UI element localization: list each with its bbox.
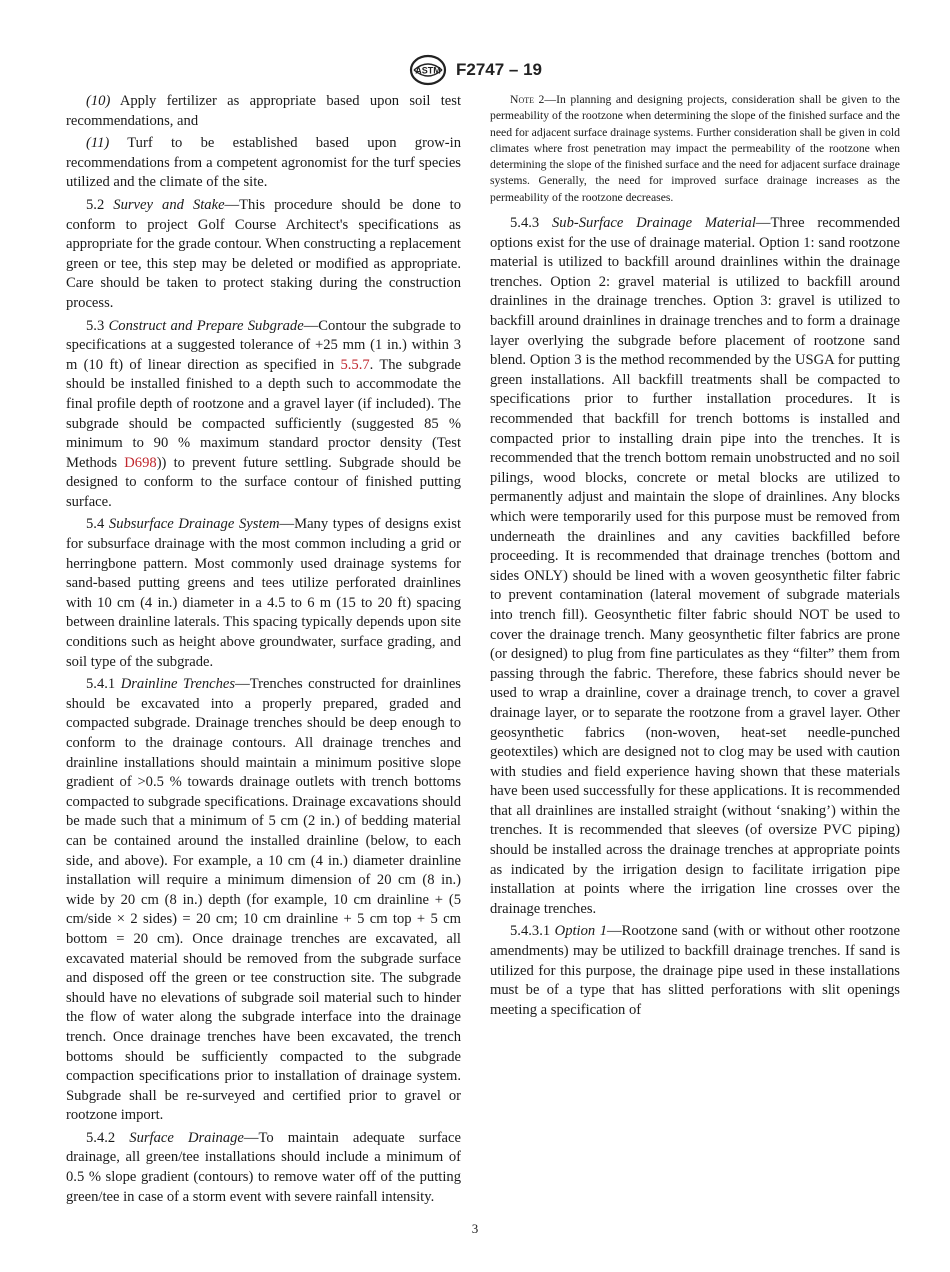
section-5-4-3: 5.4.3 Sub-Surface Drainage Material—Three recommended options exist for the use of drainage material. Option 1: sand rootzone material is utilized to backfill around drainlines within the drainage trenches. Option 2: gravel material is utilized to backfill around drainlines in the drainage trenches. Option 3: gravel is utilized to backfill around drainlines in drainage trenches and to form a drainage layer overlying the subgrade before placement of rootzone sand blend. Option 3 is the method recommended by the USGA for putting green installations. All backfill treatments shall be compacted to specifications prior to further installation procedures. It is recommended that backfill for trench bottoms is installed and compacted prior to installing drain pipe into the trenches. It is recommended that the trench bottom remain unobstructed and no soil pilings, wood blocks, concrete or metal blocks are utilized to permanently adjust and maintain the slope of drainlines. Any blocks which were temporarily used for this purpose must be removed from underneath the drainlines and any cavities backfilled before proceeding. It is recommended that drainage trenches (bottom and sides ONLY) should be lined with a woven geosynthetic filter fabric to prevent contamination (lateral movement of subgrade materials into trench fill). Geosynthetic filter fabric should NOT be used to cover the drainage trench. Many geosynthetic filter fabrics are prone (or designed) to plug from fine particulates as they “filter” them from passing through the fabric. Therefore, these fabrics should never be used to wrap a drainline, cover a drainage trench, to cover a gravel drainage layer, or to separate the rootzone from a gravel layer. Other geosynthetic fabrics (non-woven, heat-set needle-punched geotextiles) which are designed not to clog may be used with caution with studies and field experience having shown that these materials have been used successfully for these applications. It is recommended that all drainlines are installed straight (without ‘snaking’) within the trenches. It is recommended that sleeves (of oversize PVC piping) should be installed across the drainage trenches at appropriate points as indicated by the irrigation design to facilitate irrigation pipe installation at points where the irrigation line crosses over the drainage trenches. bbox=[490, 215, 900, 917]
section-5-4-1: 5.4.1 Drainline Trenches—Trenches constructed for drainlines should be excavated into a properly prepared, graded and compacted subgrade. Drainage trenches should be deep enough to conform to the drainage contours. All drainage trenches and drainline installations should maintain a minimum positive slope gradient of >0.5 % towards drainage outlets with trench bottoms compacted to subgrade specifications. Drainage excavations should be made such that a minimum of 5 cm (2 in.) of bedding material can be contained around the installed drainline (below, to each side, and above). For example, a 10 cm (4 in.) diameter drainline installation will require a minimum dimension of 20 cm (8 in.) wide by 20 cm (8 in.) depth (for example, 10 cm drainline + (5 cm/side × 2 sides) = 20 cm; 10 cm drainline + 5 cm top + 5 cm bottom = 20 cm). Once drainage trenches are excavated, all excavated material should be removed from the subgrade surface and disposed off the green or tee construction site. The subgrade should have no elevations of subgrade soil material such to hinder the flow of water along the subgrade interface into the drainage trench. Once drainage trenches have been excavated, the trench bottoms should be sufficiently compacted to the subgrade compaction specifications prior to installation of drainage system. Subgrade shall be re-surveyed and certified prior to gravel or rootzone import. bbox=[66, 676, 461, 1124]
section-5-4: 5.4 Subsurface Drainage System—Many types of designs exist for subsurface drainage with the most common including a grid or herringbone pattern. Most commonly used drainage systems for sand-based putting greens and tees utilize perforated drainlines with 10 cm (4 in.) diameter in a 4.5 to 6 m (15 to 20 ft) spacing between drainline laterals. This spacing typically depends upon site conditions such as height above groundwater, surface grading, and soil type of the subgrade. bbox=[66, 516, 462, 670]
list-item-10: (10) Apply fertilizer as appropriate based upon soil test recommendations, and bbox=[66, 93, 461, 129]
cross-reference-link[interactable]: 5.5.7 bbox=[340, 356, 370, 373]
document-designation: F2747 – 19 bbox=[455, 60, 542, 79]
right-column bbox=[490, 92, 900, 1020]
page-header bbox=[0, 52, 950, 88]
section-5-2: 5.2 Survey and Stake—This procedure should be done to conform to project Golf Course Architect's specifications as appropriate for the grade contour. When constructing a replacement green or tee, this step may be deleted or modified as appropriate. Care should be taken to protect staking during the construction process. bbox=[66, 196, 461, 311]
section-5-4-3-1: 5.4.3.1 Option 1—Rootzone sand (with or without other rootzone amendments) may be utilized to backfill drainage trenches. If sand is utilized for this purpose, the drainage pipe used in these installations must be of a type that has slitted perforations with slit openings meeting a specification of bbox=[490, 923, 901, 1018]
section-5-4-2: 5.4.2 Surface Drainage—To maintain adequate surface drainage, all green/tee installations should include a minimum of 0.5 % slope gradient (contours) to remove water off of the putting green/tee in case of a storm event with severe rainfall intensity. bbox=[66, 1129, 461, 1205]
note-2: Note 2—In planning and designing projects, consideration shall be given to the permeability of the rootzone when determining the slope of the finished surface and the need for adjacent surface drainage systems. Further consideration shall be given in cold climates where frost penetration may impact the permeability of the rootzone when determining the slope of the finished surface and the need for adjacent surface drainage systems. Generally, the need for improved surface drainage increases as the permeability of the rootzone decreases. bbox=[490, 93, 900, 204]
standard-reference-link[interactable]: D698 bbox=[124, 454, 157, 471]
page-number: 3 bbox=[471, 1221, 479, 1236]
list-item-11: (11) Turf to be established based upon grow-in recommendations from a competent agronomist for the turf species utilized and the climate of the site. bbox=[66, 135, 461, 191]
astm-logo bbox=[408, 54, 448, 86]
section-5-3: 5.3 Construct and Prepare Subgrade—Contour the subgrade to specifications at a suggested tolerance of +25 mm (1 in.) within 3 m (10 ft) of linear direction as specified in 5.5.7. The subgrade should be installed finished to a depth such to accommodate the final profile depth of rootzone and a gravel layer (if included). The subgrade should be compacted sufficiently (suggested 85 % minimum to 90 % maximum standard proctor density (Test Methods D698)) to prevent future settling. Subgrade should be designed to conform to the surface contour of finished putting surface. bbox=[66, 317, 461, 510]
left-column bbox=[66, 92, 461, 1207]
svg-text:ASTM: ASTM bbox=[415, 65, 441, 76]
